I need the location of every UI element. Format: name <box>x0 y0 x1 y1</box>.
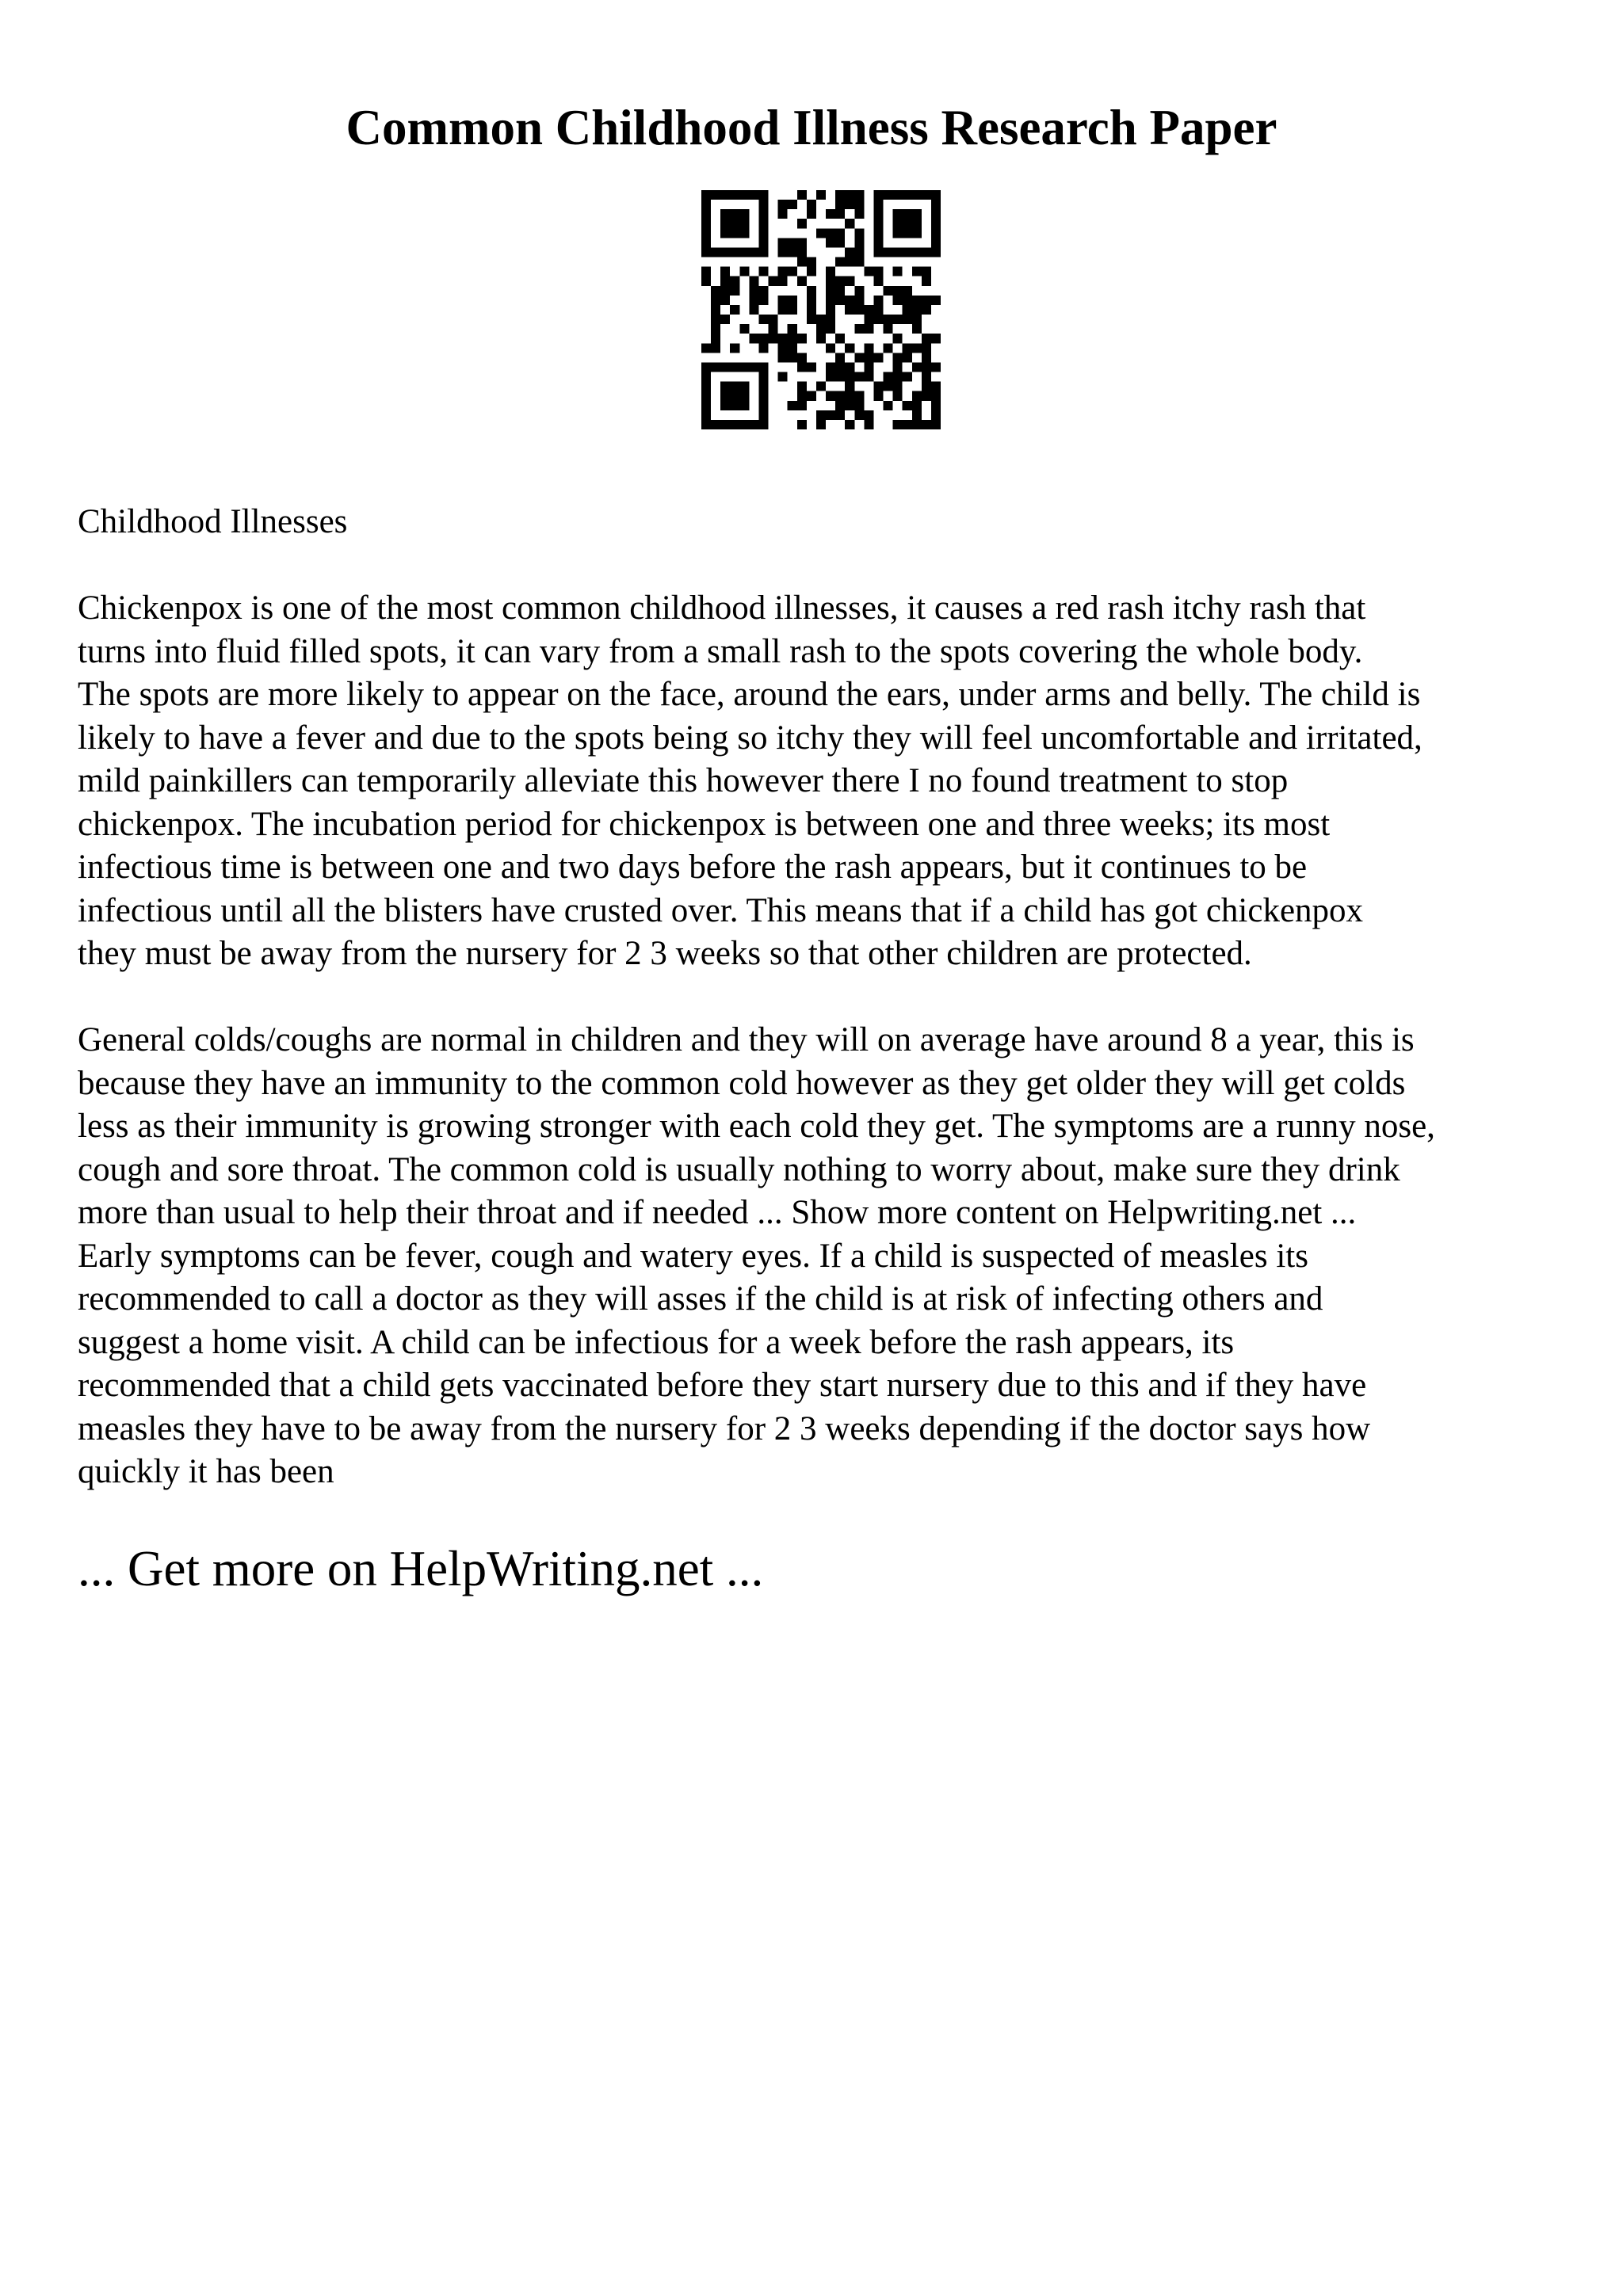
paragraph-line: because they have an immunity to the common cold however as they get older they will get colds <box>78 1064 1406 1102</box>
qr-code-icon <box>701 190 941 429</box>
paragraph-line: likely to have a fever and due to the spots being so itchy they will feel uncomfortable and irritated, <box>78 719 1423 757</box>
qr-code-graphic <box>701 190 941 429</box>
paragraph-line: measles they have to be away from the nursery for 2 3 weeks depending if the doctor says how <box>78 1409 1371 1447</box>
paragraph-line: quickly it has been <box>78 1453 334 1490</box>
paragraph-line: infectious until all the blisters have crusted over. This means that if a child has got chickenpox <box>78 891 1364 929</box>
paragraph-line: Chickenpox is one of the most common childhood illnesses, it causes a red rash itchy rash that <box>78 589 1366 627</box>
paragraph-line: chickenpox. The incubation period for chickenpox is between one and three weeks; its most <box>78 805 1331 843</box>
paragraph-line: more than usual to help their throat and if needed ... Show more content on Helpwriting.net ... <box>78 1194 1357 1231</box>
paragraph-line: cough and sore throat. The common cold is usually nothing to worry about, make sure they drink <box>78 1150 1400 1188</box>
paragraph-line: recommended that a child gets vaccinated before they start nursery due to this and if they have <box>78 1367 1367 1404</box>
page-title: Common Childhood Illness Research Paper <box>346 100 1277 155</box>
paragraph-line: Early symptoms can be fever, cough and watery eyes. If a child is suspected of measles its <box>78 1237 1308 1275</box>
section-heading: Childhood Illnesses <box>78 503 348 540</box>
paragraph-line: turns into fluid filled spots, it can vary from a small rash to the spots covering the whole body. <box>78 632 1363 670</box>
paragraph-line: The spots are more likely to appear on the face, around the ears, under arms and belly. The child is <box>78 676 1421 713</box>
paragraph-chickenpox <box>78 587 1568 976</box>
paragraph-line: they must be away from the nursery for 2 3 weeks so that other children are protected. <box>78 935 1252 972</box>
paragraph-colds-measles <box>78 1019 1568 1494</box>
paragraph-line: recommended to call a doctor as they will asses if the child is at risk of infecting others and <box>78 1280 1323 1318</box>
paragraph-line: less as their immunity is growing stronger with each cold they get. The symptoms are a runny nose, <box>78 1108 1435 1145</box>
get-more-link[interactable]: ... Get more on HelpWriting.net ... <box>78 1541 764 1596</box>
paragraph-line: General colds/coughs are normal in children and they will on average have around 8 a year, this is <box>78 1021 1415 1058</box>
paragraph-line: mild painkillers can temporarily alleviate this however there I no found treatment to stop <box>78 762 1289 799</box>
paragraph-line: infectious time is between one and two days before the rash appears, but it continues to be <box>78 849 1308 886</box>
paragraph-line: suggest a home visit. A child can be infectious for a week before the rash appears, its <box>78 1323 1235 1361</box>
